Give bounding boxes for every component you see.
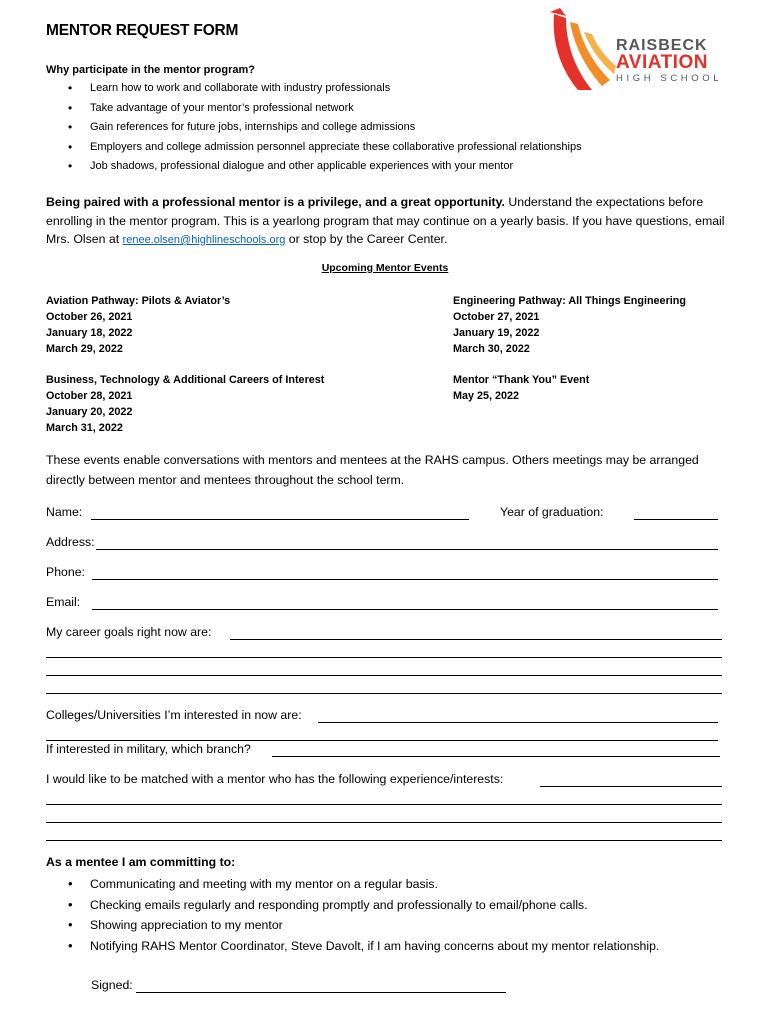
match-line[interactable] [46,822,722,823]
match-label: I would like to be matched with a mentor who has the following experience/interests: [46,772,504,786]
event-date: March 29, 2022 [46,343,123,355]
intro-text: Understand the expectations before enrolling in the mentor program. This is a yearlong program that may continue on a yearly basis. If you have questions, email Mrs. Olsen at [46,195,725,246]
graduation-field[interactable] [634,519,718,520]
list-item: • Take advantage of your mentor’s professional network [70,101,582,121]
event-date: March 30, 2022 [453,343,530,355]
phone-label: Phone: [46,565,85,579]
intro-bold: Being paired with a professional mentor is a privilege, and a great opportunity. [46,195,505,209]
match-field[interactable] [540,786,722,787]
signed-label: Signed: [91,978,133,992]
event-title: Mentor “Thank You” Event [453,374,590,386]
event-title: Business, Technology & Additional Careers of Interest [46,374,325,386]
list-item: • Employers and college admission personnel appreciate these collaborative professional relationships [70,140,582,160]
event-date: March 31, 2022 [46,422,123,434]
name-field[interactable] [91,519,469,520]
commit-list [70,876,659,958]
list-item: • Notifying RAHS Mentor Coordinator, Steve Davolt, if I am having concerns about my mentor relationship. [70,938,659,959]
events-note: These events enable conversations with mentors and mentees at the RAHS campus. Others meetings may be arranged directly between mentor and mentees throughout the school term. [46,453,699,487]
list-item: • Job shadows, professional dialogue and other applicable experiences with your mentor [70,159,582,179]
graduation-label: Year of graduation: [500,505,604,519]
logo-text [616,38,722,84]
logo-line-raisbeck: RAISBECK [616,37,708,54]
military-field[interactable] [272,756,720,757]
intro-paragraph [46,193,726,250]
event-date: October 28, 2021 [46,390,133,402]
list-item: • Communicating and meeting with my mentor on a regular basis. [70,876,659,897]
address-label: Address: [46,535,95,549]
event-date: January 18, 2022 [46,327,133,339]
list-item: • Learn how to work and collaborate with industry professionals [70,81,582,101]
email-label: Email: [46,595,81,609]
commit-heading: As a mentee I am committing to: [46,855,236,869]
match-line[interactable] [46,840,722,841]
phone-field[interactable] [92,579,718,580]
list-item: • Gain references for future jobs, internships and college admissions [70,120,582,140]
event-title: Aviation Pathway: Pilots & Aviator’s [46,295,231,307]
email-link[interactable]: renee.olsen@highlineschools.org [122,234,286,246]
colleges-line[interactable] [46,740,718,741]
military-label: If interested in military, which branch? [46,742,251,756]
list-item: • Showing appreciation to my mentor [70,917,659,938]
why-list [70,81,582,179]
email-field[interactable] [92,609,718,610]
event-engineering [453,293,686,357]
list-item: • Checking emails regularly and responding promptly and professionally to email/phone calls. [70,897,659,918]
page-title: MENTOR REQUEST FORM [46,22,239,39]
career-goals-line[interactable] [46,675,722,676]
logo-line-high-school: HIGH SCHOOL [616,73,723,84]
event-date: May 25, 2022 [453,390,520,402]
address-field[interactable] [96,549,718,550]
upcoming-events-heading: Upcoming Mentor Events [321,262,449,274]
career-goals-line[interactable] [46,657,722,658]
event-thank-you [453,372,589,404]
colleges-label: Colleges/Universities I’m interested in now are: [46,708,302,722]
event-date: January 19, 2022 [453,327,540,339]
signature-field[interactable] [136,992,506,993]
career-goals-line[interactable] [46,693,722,694]
name-label: Name: [46,505,83,519]
event-aviation [46,293,230,357]
logo-line-aviation: AVIATION [616,52,708,73]
intro-text-end: or stop by the Career Center. [285,232,448,246]
event-business [46,372,324,436]
colleges-field[interactable] [318,722,718,723]
career-goals-field[interactable] [230,639,722,640]
match-line[interactable] [46,804,722,805]
event-title: Engineering Pathway: All Things Engineering [453,295,686,307]
event-date: October 27, 2021 [453,311,540,323]
why-heading: Why participate in the mentor program? [46,64,256,76]
event-date: January 20, 2022 [46,406,133,418]
event-date: October 26, 2021 [46,311,133,323]
career-goals-label: My career goals right now are: [46,625,212,639]
